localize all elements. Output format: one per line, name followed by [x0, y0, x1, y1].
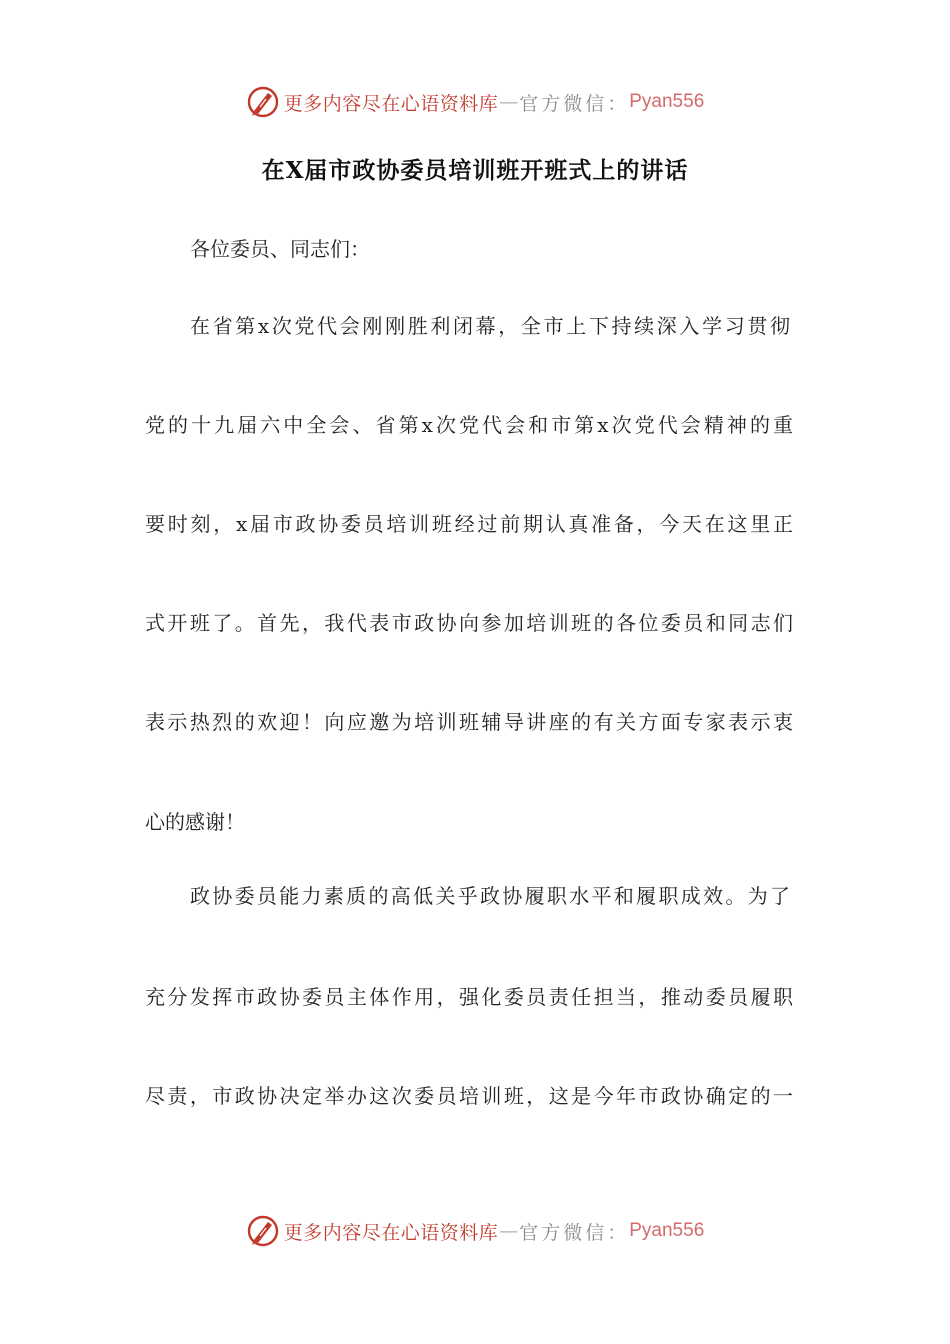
watermark-wechat-label: 官方微信：	[519, 1221, 630, 1244]
paragraph-1-line-3: 要时刻，x届市政协委员培训班经过前期认真准备，今天在这里正	[145, 512, 793, 536]
watermark-wechat-id: Pyan556	[629, 1220, 705, 1241]
paragraph-1-line-1: 在省第x次党代会刚刚胜利闭幕，全市上下持续深入学习贯彻	[190, 314, 790, 338]
watermark-separator: —	[499, 1220, 519, 1242]
pen-logo-icon	[246, 85, 280, 119]
paragraph-1-line-4: 式开班了。首先，我代表市政协向参加培训班的各位委员和同志们	[145, 611, 793, 635]
document-title: 在X届市政协委员培训班开班式上的讲话	[261, 157, 689, 184]
watermark-brand: 更多内容尽在心语资料库	[283, 1221, 499, 1244]
salutation: 各位委员、同志们：	[190, 237, 370, 261]
paragraph-1-line-5: 表示热烈的欢迎！向应邀为培训班辅导讲座的有关方面专家表示衷	[145, 710, 793, 734]
header-watermark	[0, 82, 950, 122]
pen-logo-icon	[246, 1214, 280, 1248]
watermark-wechat-label: 官方微信：	[519, 92, 630, 115]
watermark-brand: 更多内容尽在心语资料库	[283, 92, 499, 115]
paragraph-2-line-3: 尽责，市政协决定举办这次委员培训班，这是今年市政协确定的一	[145, 1084, 793, 1108]
paragraph-1-line-6: 心的感谢！	[145, 810, 245, 834]
watermark-wechat-id: Pyan556	[629, 91, 705, 112]
watermark-separator: —	[499, 91, 519, 113]
paragraph-2-line-2: 充分发挥市政协委员主体作用，强化委员责任担当，推动委员履职	[145, 985, 793, 1009]
footer-watermark	[0, 1211, 950, 1251]
paragraph-1-line-2: 党的十九届六中全会、省第x次党代会和市第x次党代会精神的重	[145, 413, 793, 437]
paragraph-2-line-1: 政协委员能力素质的高低关乎政协履职水平和履职成效。为了	[190, 884, 790, 908]
